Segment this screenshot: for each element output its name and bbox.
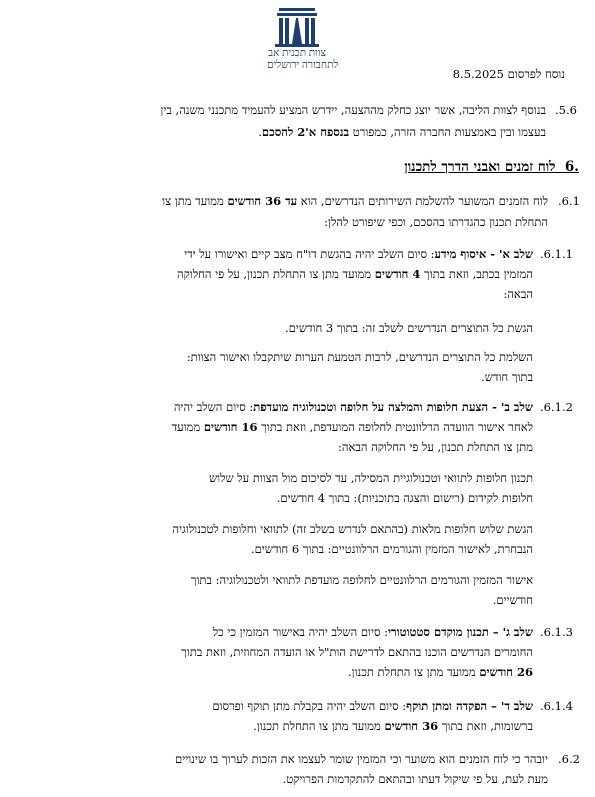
heading-number: .6 <box>564 159 579 175</box>
section-number: .6.1.4 <box>540 699 573 713</box>
text-line: השלמת כל התוצרים הנדרשים, לרבות הטמעת הערות שיתקבלו ואישור הצוות: <box>186 350 533 364</box>
text-line: מתן צו התחלת תכנון, על פי החלוקה הבאה: <box>337 440 533 454</box>
section-number: .6.2 <box>558 752 580 766</box>
section-number: .5.6 <box>555 103 577 117</box>
text-line: ברשומות, וזאת בתוך 36 חודשים ממועד מתן צו התחלת תכנון. <box>253 719 533 733</box>
section-number: .6.1.2 <box>540 400 573 414</box>
section-number: .6.1.1 <box>540 247 573 261</box>
text-line: המזמין בכתב, וזאת בתוך 4 חודשים ממועד מתן צו התחלת תכנון, על פי החלוקה <box>176 267 533 281</box>
text-line: החומרים הנדרשים הוכנו בהתאם לדרישת הות"ל או הועדה המחוזית, וזאת בתוך <box>181 645 533 659</box>
org-emblem-icon <box>273 6 321 48</box>
section-number: .6.1.3 <box>540 625 573 639</box>
text-line: בנוסף לצוות הליבה, אשר יוצג כחלק מההצעה, יידרש המציע להעמיד מתכנני משנה, בין <box>160 103 546 117</box>
version-label: נוסח לפרסום 8.5.2025 <box>452 67 565 81</box>
text-line: בעצמו ובין באמצעות החברה הזרה, כמפורט בנספח א'2 להסכם. <box>258 125 546 139</box>
text-line: לאחר אישור הוועדה הרלוונטית לחלופה המועדפת, וזאת בתוך 16 חודשים ממועד <box>171 420 533 434</box>
org-name-line1: צוות תכנית אב <box>268 48 326 59</box>
text-line: שלב ג' – תכנון מוקדם סטטוטורי: סיום השלב יהיה באישור המזמין כי כל <box>212 625 533 639</box>
text-line: לוח הזמנים המשוער להשלמת השירותים הנדרשים, הוא עד 36 חודשים ממועד מתן צו <box>162 194 548 208</box>
text-line: שלב א' - איסוף מידע: סיום השלב יהיה בהגשת דו"ח מצב קיים ואישורו על ידי <box>184 247 533 261</box>
text-line: 26 חודשים ממועד מתן צו התחלת תכנון. <box>348 665 533 679</box>
text-line: אישור המזמין והגורמים הרלוונטיים לחלופה מועדפת לתוואי ולטכנולוגיה: בתוך <box>190 573 533 587</box>
text-line: חלופות לקידום (רישום והצגה בתוכניות): בתוך 4 חודשים. <box>276 491 533 505</box>
section-number: .6.1 <box>558 194 580 208</box>
text-line: התחלת תכנון כהגדרתו בהסכם, וכפי שיפורט להלן: <box>324 215 548 229</box>
org-name-line2: לתחבורה ירושלים <box>267 60 339 71</box>
text-line: תכנון חלופות לתוואי וטכנולוגיית המסילה, עד לסיכום מול הצוות על שלוש <box>209 471 533 485</box>
text-line: בתוך חודש. <box>481 370 533 384</box>
text-line: שלב ב' - הצעת חלופות והמלצה על חלופה וטכנולוגיה מועדפת: סיום השלב יהיה <box>173 400 533 414</box>
text-line: מעת לעת, על פי שיקול דעתו ובהתאם להתקדמות הפרויקט. <box>282 772 548 786</box>
org-logo <box>267 6 339 72</box>
text-line: הבאה: <box>503 287 533 301</box>
text-line: הגשת כל התוצרים הנדרשים לשלב זה: בתוך 3 חודשים. <box>284 321 533 335</box>
text-line: הגשת שלוש חלופות מלאות (בהתאם לנדרש בשלב זה) לתוואי וחלופות לטכנולוגיה <box>172 522 533 536</box>
text-line: שלב ד' – הפקדה ומתן תוקף: סיום השלב יהיה בקבלת מתן תוקף ופרסום <box>212 699 533 713</box>
text-line: חודשיים. <box>492 593 533 607</box>
text-line: הנבחרת, לאישור המזמין והגורמים הרלוונטיים: בתוך 6 חודשים. <box>250 542 533 556</box>
section-6-heading <box>349 159 579 175</box>
heading-title: לוח זמנים ואבני הדרך לתכנון <box>404 159 556 175</box>
text-line: יובהר כי לוח הזמנים הוא משוער וכי המזמין שומר לעצמו את הזכות לערוך בו שינויים <box>175 752 548 766</box>
